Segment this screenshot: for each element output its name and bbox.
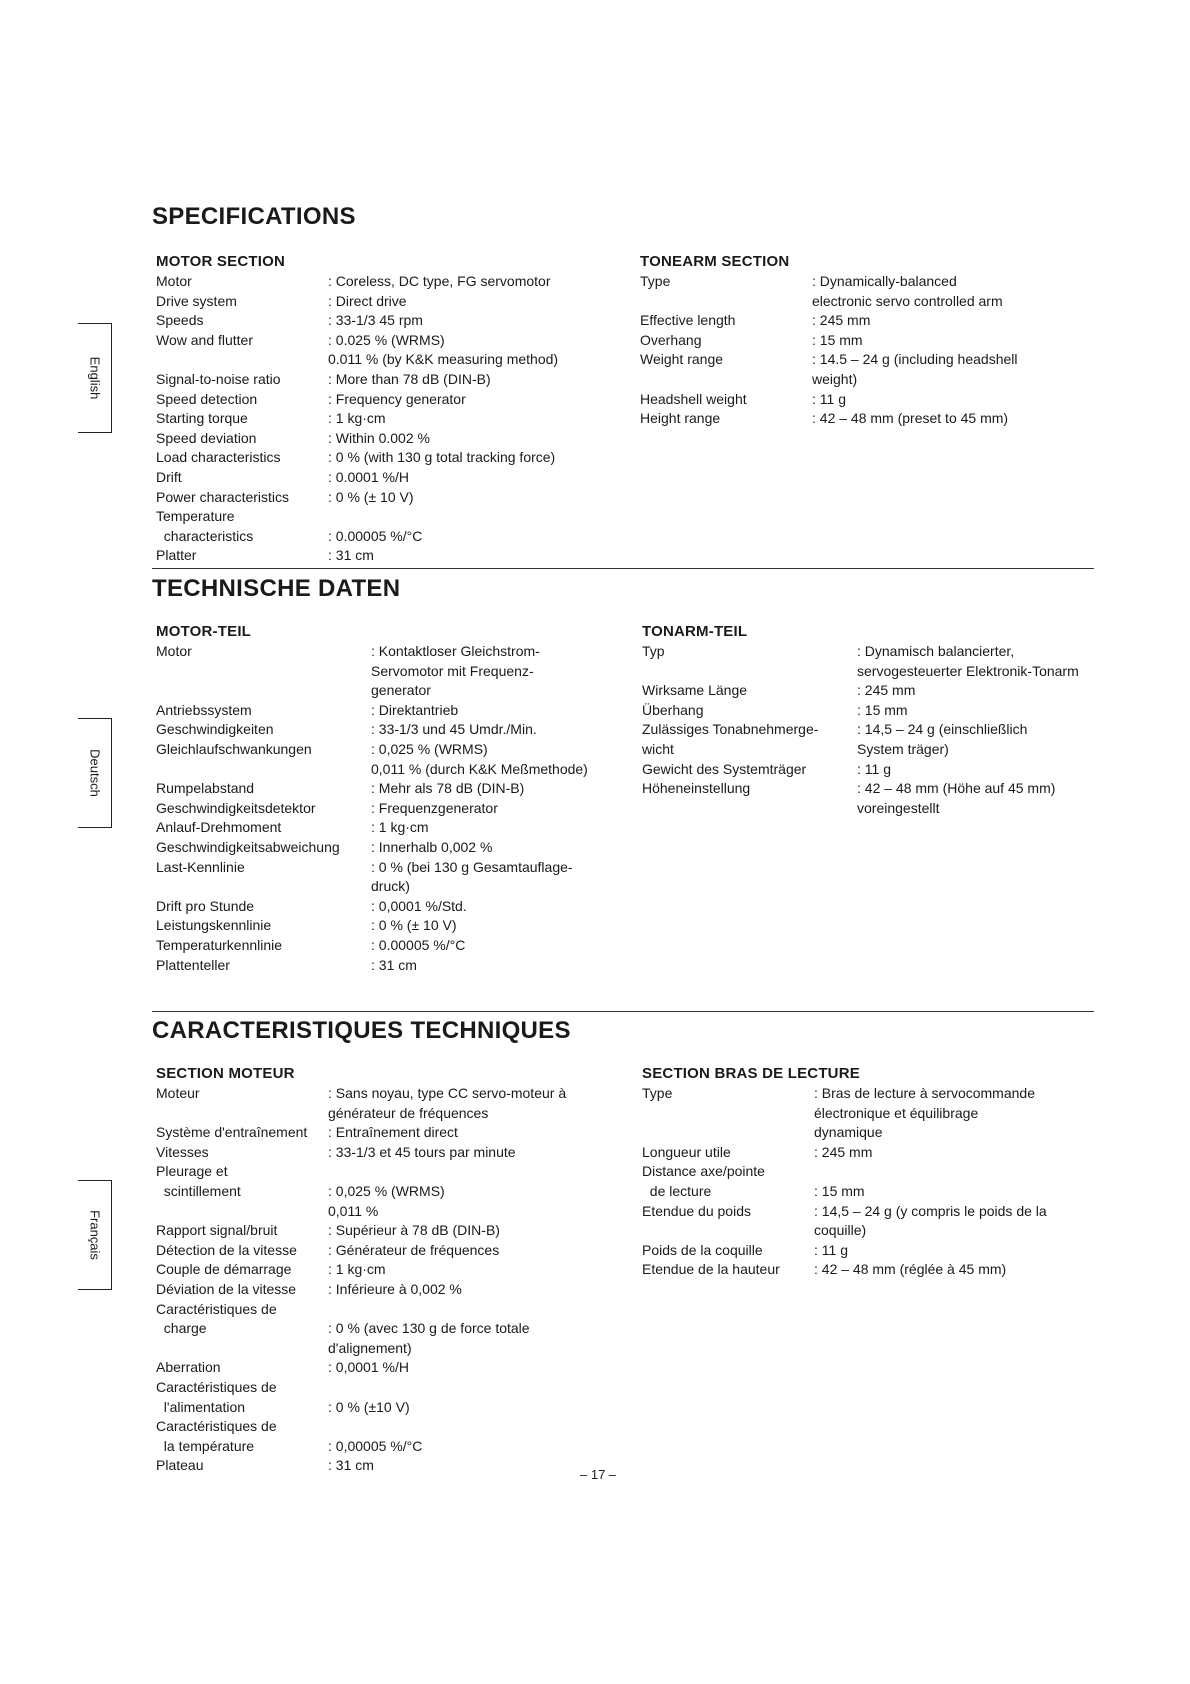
spec-label: Type (640, 273, 671, 289)
spec-label: Speed detection (156, 390, 258, 407)
spec-label: Höheneinstellung (642, 780, 751, 797)
spec-value: : 245 mm (857, 682, 916, 699)
spec-value: : 14,5 – 24 g (y compris le poids de la coquille) (814, 1202, 1047, 1239)
spec-label: Moteur (156, 1085, 200, 1101)
spec-value: : 33-1/3 und 45 Umdr./Min. (371, 721, 537, 738)
spec-value: : Supérieur à 78 dB (DIN-B) (328, 1222, 500, 1239)
spec-list (156, 272, 636, 566)
spec-label: Geschwindigkeitsabweichung (156, 838, 340, 855)
spec-label: Etendue de la hauteur (642, 1261, 780, 1278)
spec-row (156, 1417, 640, 1456)
spec-row (156, 1456, 640, 1476)
spec-label: Load characteristics (156, 449, 281, 466)
spec-value: : 42 – 48 mm (Höhe auf 45 mm) voreingestellt (857, 780, 1056, 816)
spec-row (156, 838, 640, 858)
spec-label: Geschwindigkeiten (156, 721, 274, 738)
spec-row (640, 311, 1090, 331)
tonearm-section-heading: TONARM-TEIL (642, 623, 748, 640)
spec-value: : 15 mm (812, 331, 863, 348)
spec-row (156, 916, 640, 936)
spec-label: Headshell weight (640, 390, 747, 407)
motor-section-deutsch (156, 622, 640, 975)
spec-value: : 42 – 48 mm (preset to 45 mm) (812, 410, 1009, 427)
motor-section-francais (156, 1064, 640, 1476)
spec-label: Starting torque (156, 410, 248, 427)
spec-value: : 11 g (812, 390, 846, 407)
spec-label: Geschwindigkeitsdetektor (156, 799, 316, 816)
spec-label: Effective length (640, 312, 736, 329)
spec-value: : 245 mm (814, 1143, 873, 1160)
section-divider (152, 1011, 1094, 1012)
spec-value: : 0.00005 %/°C (371, 936, 466, 953)
spec-list (642, 1084, 1092, 1280)
spec-list (156, 1084, 640, 1476)
spec-row (156, 311, 636, 331)
spec-label: Poids de la coquille (642, 1241, 763, 1258)
spec-list (642, 642, 1112, 818)
spec-row (156, 409, 636, 429)
spec-label: Pleurage et scintillement (156, 1163, 241, 1199)
spec-row (642, 779, 1112, 818)
section-title-technische-daten: TECHNISCHE DATEN (152, 575, 401, 602)
motor-section-english (156, 252, 636, 566)
spec-row (156, 936, 640, 956)
spec-label: Gewicht des Systemträger (642, 760, 807, 777)
tonearm-section-heading: TONEARM SECTION (640, 253, 790, 270)
spec-row (642, 1241, 1092, 1261)
spec-value: : 33-1/3 45 rpm (328, 312, 423, 329)
spec-row (156, 799, 640, 819)
spec-row (156, 272, 636, 292)
spec-value: : 15 mm (857, 701, 908, 718)
section-title-specifications: SPECIFICATIONS (152, 203, 356, 230)
spec-value: : Générateur de fréquences (328, 1241, 500, 1258)
spec-value: : 0.00005 %/°C (328, 527, 423, 544)
spec-value: : 0,025 % (WRMS) 0,011 % (durch K&K Meßmethode) (371, 740, 588, 777)
motor-section-heading: MOTOR-TEIL (156, 623, 252, 640)
page-number: – 17 – (580, 1467, 617, 1482)
spec-value: : 0,0001 %/Std. (371, 897, 467, 914)
language-tab-label: Français (87, 1210, 102, 1260)
spec-row (642, 1143, 1092, 1163)
tonearm-section-heading: SECTION BRAS DE LECTURE (642, 1065, 860, 1082)
spec-label: Type (642, 1085, 673, 1101)
spec-row (156, 546, 636, 566)
spec-label: Etendue du poids (642, 1202, 751, 1219)
spec-label: Distance axe/pointe de lecture (642, 1163, 765, 1199)
spec-label: Weight range (640, 351, 724, 368)
spec-value: : 11 g (814, 1241, 848, 1258)
spec-label: Zulässiges Tonabnehmerge- wicht (642, 721, 819, 757)
spec-row (156, 818, 640, 838)
spec-value: : 0 % (±10 V) (328, 1398, 410, 1415)
spec-value: : Mehr als 78 dB (DIN-B) (371, 780, 525, 797)
spec-row (156, 1241, 640, 1261)
spec-row (156, 897, 640, 917)
spec-row (642, 760, 1112, 780)
spec-row (156, 1280, 640, 1300)
spec-label: Überhang (642, 701, 704, 718)
spec-label: Système d'entraînement (156, 1124, 308, 1141)
spec-value: : 0,0001 %/H (328, 1359, 409, 1376)
spec-label: Wow and flutter (156, 331, 254, 348)
language-tab-english (78, 323, 112, 433)
spec-label: Aberration (156, 1359, 221, 1376)
spec-value: : 0 % (avec 130 g de force totale d'alignement) (328, 1320, 530, 1356)
spec-row (156, 507, 636, 546)
spec-value: : Frequency generator (328, 390, 466, 407)
spec-value: : 31 cm (328, 547, 374, 564)
spec-value: : 11 g (857, 760, 891, 777)
spec-row (156, 488, 636, 508)
spec-value: : 0 % (with 130 g total tracking force) (328, 449, 556, 466)
spec-value: : Dynamisch balancierter, servogesteuerter Elektronik-Tonarm (857, 643, 1079, 679)
spec-label: Caractéristiques de l'alimentation (156, 1378, 277, 1415)
spec-label: Last-Kennlinie (156, 858, 245, 875)
spec-value: : Sans noyau, type CC servo-moteur à générateur de fréquences (328, 1085, 567, 1121)
spec-row (156, 292, 636, 312)
spec-label: Motor (156, 643, 192, 659)
spec-value: : 0,025 % (WRMS) 0,011 % (328, 1182, 445, 1219)
spec-label: Longueur utile (642, 1143, 731, 1160)
spec-label: Temperaturkennlinie (156, 936, 283, 953)
spec-value: : 31 cm (371, 956, 417, 973)
section-title-caracteristiques-techniques: CARACTERISTIQUES TECHNIQUES (152, 1017, 571, 1044)
spec-row (640, 331, 1090, 351)
spec-value: : Within 0.002 % (328, 429, 430, 446)
spec-row (642, 642, 1112, 681)
spec-label: Drift (156, 468, 182, 485)
spec-label: Temperature characteristics (156, 508, 254, 544)
tonearm-section-francais (642, 1064, 1092, 1280)
spec-row (640, 390, 1090, 410)
spec-value: : Innerhalb 0,002 % (371, 838, 493, 855)
spec-label: Rumpelabstand (156, 780, 255, 797)
spec-label: Height range (640, 410, 721, 427)
spec-row (640, 350, 1090, 389)
spec-value: : 1 kg·cm (328, 410, 386, 427)
spec-row (156, 701, 640, 721)
spec-row (156, 1358, 640, 1378)
spec-row (156, 740, 640, 779)
spec-value: : 31 cm (328, 1457, 374, 1474)
spec-value: : 0 % (± 10 V) (371, 917, 457, 934)
spec-value: : 0,00005 %/°C (328, 1437, 423, 1454)
motor-section-heading: MOTOR SECTION (156, 253, 285, 270)
spec-row (156, 779, 640, 799)
spec-row (156, 642, 640, 701)
spec-row (156, 1143, 640, 1163)
language-tab-label: Deutsch (87, 749, 102, 797)
spec-row (156, 1123, 640, 1143)
spec-row (642, 681, 1112, 701)
spec-row (156, 720, 640, 740)
spec-value: : 14.5 – 24 g (including headshell weight) (812, 351, 1018, 387)
spec-value: : 1 kg·cm (371, 819, 429, 836)
spec-value: : 0 % (± 10 V) (328, 488, 414, 505)
spec-value: : Coreless, DC type, FG servomotor (328, 273, 551, 289)
spec-value: : Entraînement direct (328, 1124, 458, 1141)
spec-value: : Frequenzgenerator (371, 799, 498, 816)
spec-label: Leistungskennlinie (156, 917, 272, 934)
spec-value: : 15 mm (814, 1182, 865, 1199)
spec-row (156, 1084, 640, 1123)
spec-row (156, 1260, 640, 1280)
spec-value: : 1 kg·cm (328, 1261, 386, 1278)
language-tab-deutsch (78, 718, 112, 828)
spec-label: Speed deviation (156, 429, 257, 446)
spec-row (156, 370, 636, 390)
spec-value: : More than 78 dB (DIN-B) (328, 370, 491, 387)
spec-row (156, 956, 640, 976)
spec-label: Couple de démarrage (156, 1261, 292, 1278)
spec-row (156, 390, 636, 410)
spec-row (642, 1202, 1092, 1241)
spec-value: : 33-1/3 et 45 tours par minute (328, 1143, 516, 1160)
spec-label: Caractéristiques de la température (156, 1418, 277, 1454)
spec-row (156, 448, 636, 468)
spec-value: : 245 mm (812, 312, 871, 329)
spec-label: Platter (156, 547, 197, 564)
spec-row (642, 1162, 1092, 1201)
spec-row (642, 1084, 1092, 1143)
language-tab-francais (78, 1180, 112, 1290)
spec-value: : 0 % (bei 130 g Gesamtauflage- druck) (371, 858, 573, 895)
spec-row (156, 1162, 640, 1221)
spec-label: Power characteristics (156, 488, 290, 505)
spec-row (156, 858, 640, 897)
spec-row (156, 468, 636, 488)
spec-label: Gleichlaufschwankungen (156, 740, 312, 757)
spec-row (156, 1378, 640, 1417)
spec-value: : Dynamically-balanced electronic servo controlled arm (812, 273, 1003, 309)
spec-label: Signal-to-noise ratio (156, 370, 281, 387)
spec-value: : Inférieure à 0,002 % (328, 1280, 462, 1297)
spec-label: Anlauf-Drehmoment (156, 819, 282, 836)
spec-value: : Bras de lecture à servocommande électronique et équilibrage dynamique (814, 1085, 1035, 1141)
spec-value: : 0.0001 %/H (328, 468, 409, 485)
spec-row (156, 1221, 640, 1241)
motor-section-heading: SECTION MOTEUR (156, 1065, 295, 1082)
spec-label: Détection de la vitesse (156, 1241, 297, 1258)
spec-row (156, 331, 636, 370)
spec-row (156, 1300, 640, 1359)
spec-label: Caractéristiques de charge (156, 1300, 277, 1337)
tonearm-section-english (640, 252, 1090, 429)
spec-label: Wirksame Länge (642, 682, 748, 699)
spec-label: Déviation de la vitesse (156, 1280, 297, 1297)
spec-row (642, 720, 1112, 759)
section-divider (152, 568, 1094, 569)
spec-label: Rapport signal/bruit (156, 1222, 278, 1239)
spec-list (156, 642, 640, 975)
language-tab-label: English (87, 356, 102, 400)
tonearm-section-deutsch (642, 622, 1112, 818)
spec-row (156, 429, 636, 449)
spec-value: : 14,5 – 24 g (einschließlich System träger) (857, 721, 1028, 757)
spec-label: Drive system (156, 292, 237, 309)
spec-row (642, 1260, 1092, 1280)
spec-label: Plattenteller (156, 956, 230, 973)
spec-value: : Kontaktloser Gleichstrom- Servomotor mit Frequenz- generator (371, 643, 540, 699)
spec-value: : Direktantrieb (371, 701, 459, 718)
spec-label: Overhang (640, 331, 702, 348)
spec-row (640, 409, 1090, 429)
spec-label: Drift pro Stunde (156, 897, 255, 914)
spec-label: Plateau (156, 1457, 204, 1474)
spec-label: Motor (156, 273, 192, 289)
spec-label: Speeds (156, 312, 204, 329)
spec-list (640, 272, 1090, 429)
spec-row (640, 272, 1090, 311)
spec-label: Typ (642, 643, 665, 659)
spec-label: Vitesses (156, 1143, 209, 1160)
spec-value: : 42 – 48 mm (réglée à 45 mm) (814, 1261, 1007, 1278)
spec-value: : Direct drive (328, 292, 407, 309)
spec-row (642, 701, 1112, 721)
spec-value: : 0.025 % (WRMS) 0.011 % (by K&K measuring method) (328, 331, 559, 368)
spec-label: Antriebssystem (156, 701, 252, 718)
